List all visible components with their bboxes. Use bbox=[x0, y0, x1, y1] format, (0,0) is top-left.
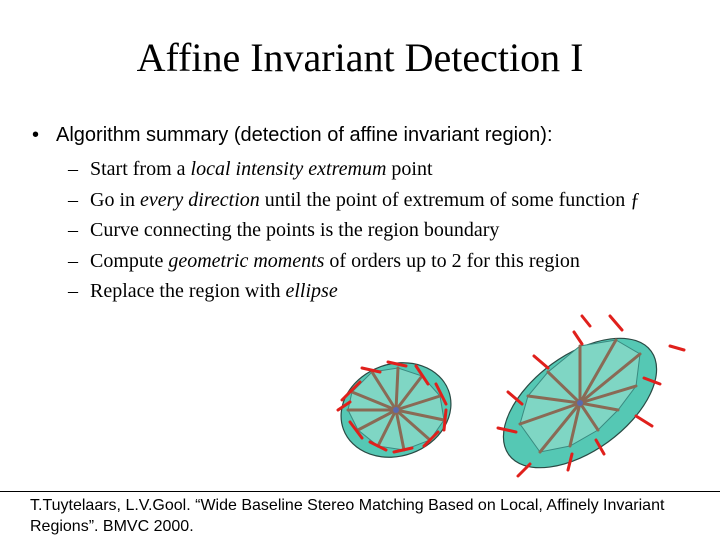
dash-marker: – bbox=[68, 219, 78, 241]
left-center-point bbox=[393, 407, 399, 413]
right-center-point bbox=[577, 400, 583, 406]
list-item: – Start from a local intensity extremum point bbox=[68, 158, 433, 180]
dash-marker: – bbox=[68, 188, 78, 211]
right-region-figure bbox=[481, 312, 684, 493]
main-bullet-text: Algorithm summary (detection of affine invariant region): bbox=[56, 124, 553, 146]
footer-divider bbox=[0, 491, 720, 492]
list-item: – Go in every direction until the point of extremum of some function ƒ bbox=[68, 188, 641, 211]
reference-citation: T.Tuytelaars, L.V.Gool. “Wide Baseline Stereo Matching Based on Local, Affinely Invariant Regions”. BMVC 2000. bbox=[30, 497, 665, 535]
bullet-dot: • bbox=[32, 124, 40, 146]
dash-marker: – bbox=[68, 280, 78, 302]
list-item: – Curve connecting the points is the region boundary bbox=[68, 219, 500, 241]
slide-title: Affine Invariant Detection I bbox=[136, 35, 584, 80]
list-item: – Replace the region with ellipse bbox=[68, 280, 338, 302]
dash-marker: – bbox=[68, 249, 78, 272]
list-item: – Compute geometric moments of orders up to 2 for this region bbox=[68, 249, 580, 272]
left-region-figure bbox=[328, 348, 465, 473]
dash-marker: – bbox=[68, 158, 78, 180]
